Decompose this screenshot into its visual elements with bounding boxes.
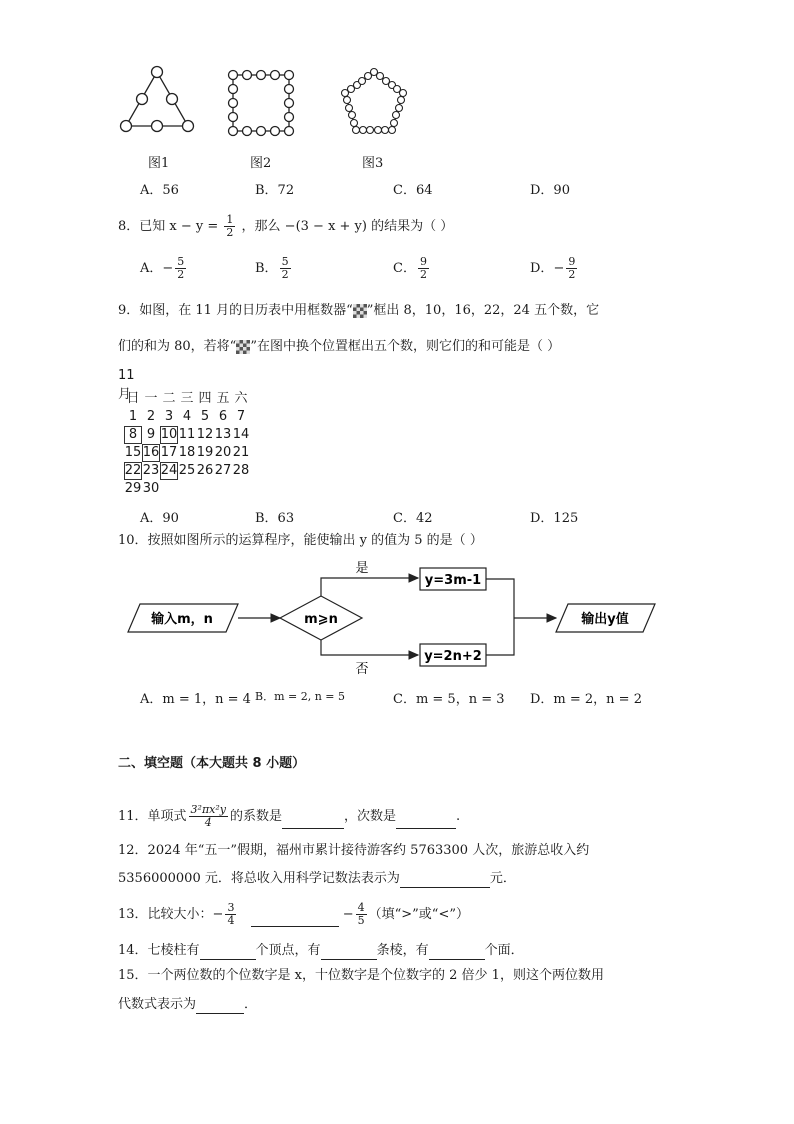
q8-b-num: 5 (281, 255, 289, 268)
q13-frac-1 (225, 902, 236, 927)
q8-option-d (530, 256, 579, 281)
q8-d-num: 9 (568, 255, 576, 268)
calendar-day: 8 (124, 426, 142, 444)
calendar-day: 27 (214, 463, 232, 478)
q10-option-b: B．m = 2, n = 5 (255, 690, 346, 703)
q11-mono-num: 3²πx²y (190, 803, 227, 816)
q9-option-a: A．90 (140, 511, 179, 526)
section-2-heading: 二、填空题（本大题共 8 小题） (118, 756, 306, 771)
q8-d-den: 2 (568, 268, 576, 281)
q13 (118, 902, 469, 927)
q11-coeff-text: 的系数是 (230, 809, 283, 824)
q7-option-b: B．72 (255, 183, 295, 198)
calendar-day: 9 (146, 427, 156, 442)
q11 (118, 804, 460, 829)
q13-prefix: 13．比较大小：− (118, 907, 224, 922)
q11-degree-blank[interactable] (396, 814, 456, 829)
q10-option-a: A．m = 1，n = 4 (140, 692, 251, 707)
calendar-week (124, 426, 250, 444)
calendar-day: 11 (178, 427, 196, 442)
q13-f2-den: 5 (357, 914, 365, 927)
calendar-day: 21 (232, 445, 250, 460)
q14-vertices-blank[interactable] (200, 945, 256, 960)
q8-d-frac (566, 256, 577, 281)
q11-degree-text: ，次数是 (344, 809, 397, 824)
q11-end: . (456, 809, 461, 824)
q8-option-c (393, 256, 431, 281)
q8-option-b (255, 256, 293, 281)
calendar-day: 7 (236, 409, 246, 424)
calendar-day: 4 (182, 409, 192, 424)
q15-line-2 (118, 996, 257, 1014)
calendar-day: 20 (214, 445, 232, 460)
calendar-day: 16 (142, 445, 160, 460)
q14-edges-blank[interactable] (321, 945, 377, 960)
q7-option-a: A．56 (140, 183, 179, 198)
square-figure (229, 71, 294, 136)
q13-f2-sign: − (342, 907, 354, 922)
q13-hint: （填“>”或“<”） (368, 907, 469, 922)
checker-frame-icon (353, 304, 367, 318)
q8-b-den: 2 (281, 268, 289, 281)
q13-f1-num: 3 (227, 901, 235, 914)
q7-option-d: D．90 (530, 183, 570, 198)
calendar-day: 19 (196, 445, 214, 460)
q9-line-2 (118, 338, 560, 356)
input-label: 输入m，n (151, 612, 213, 627)
q11-prefix: 11．单项式 (118, 809, 187, 824)
calendar-day: 3 (164, 409, 174, 424)
q8-c-frac (418, 256, 429, 281)
q9-line-1 (118, 302, 599, 320)
calendar-weekday: 三 (180, 391, 194, 406)
q8-b-frac (280, 256, 291, 281)
q12-line2a: 5356000000 元．将总收入用科学记数法表示为 (118, 871, 400, 886)
q15-line2a: 代数式表示为 (118, 997, 197, 1012)
q13-f2-num: 4 (357, 901, 365, 914)
q14-faces-blank[interactable] (429, 945, 485, 960)
calendar-day: 10 (160, 427, 178, 442)
q8-prefix: 8．已知 x − y = (118, 219, 219, 234)
q14-b: 个顶点，有 (255, 943, 321, 958)
q10-option-c: C．m = 5，n = 3 (393, 692, 505, 707)
q11-monomial (189, 804, 228, 829)
calendar-day: 23 (142, 463, 160, 478)
calendar-day: 29 (124, 481, 142, 496)
q15-line2b: ． (244, 997, 258, 1012)
calendar-day: 13 (214, 427, 232, 442)
q9-line2a: 们的和为 80，若将“ (118, 339, 237, 354)
calendar-day: 30 (142, 481, 160, 496)
q8-mid: ，那么 −(3 − x + y) 的结果为（ ） (241, 219, 454, 234)
q8-fraction (224, 214, 235, 239)
q8-d-label: D． (530, 261, 554, 276)
q14 (118, 942, 524, 960)
q8-a-sign: − (162, 261, 174, 276)
q15-answer-blank[interactable] (196, 999, 244, 1014)
q9-option-b: B．63 (255, 511, 295, 526)
q8-c-num: 9 (419, 255, 427, 268)
q12-line2b: 元． (489, 871, 516, 886)
calendar-week (124, 444, 250, 462)
calendar-day: 14 (232, 427, 250, 442)
q9-line1a: 9．如图，在 11 月的日历表中用框数器“ (118, 303, 353, 318)
q11-coefficient-blank[interactable] (282, 814, 344, 829)
calendar-day: 17 (160, 445, 178, 460)
q11-mono-den: 4 (204, 816, 212, 829)
figure-caption-1: 图1 (148, 156, 170, 171)
q9-option-d: D．125 (530, 511, 579, 526)
q14-a: 14．七棱柱有 (118, 943, 200, 958)
q10-stem: 10．按照如图所示的运算程序，能使输出 y 的值为 5 的是（ ） (118, 533, 483, 548)
calendar-title: 11月 (118, 368, 135, 402)
calendar-weekday: 六 (234, 391, 248, 406)
q8-c-label: C． (393, 261, 416, 276)
q9-option-c: C．42 (393, 511, 433, 526)
calendar-weekday: 四 (198, 391, 212, 406)
q8-d-sign: − (553, 261, 565, 276)
triangle-figure (121, 67, 194, 132)
q8-a-frac (175, 256, 186, 281)
q8-a-label: A． (140, 261, 163, 276)
no-formula: y=2n+2 (424, 649, 482, 664)
q14-c: 条棱，有 (376, 943, 429, 958)
q8-frac-den: 2 (226, 226, 234, 239)
calendar-day: 25 (178, 463, 196, 478)
yes-formula: y=3m-1 (424, 573, 482, 588)
q8-frac-num: 1 (226, 213, 234, 226)
calendar-weekday: 二 (162, 391, 176, 406)
q15-line-1: 15．一个两位数的个位数字是 x，十位数字是个位数字的 2 倍少 1，则这个两位数用 (118, 968, 604, 983)
q8-a-num: 5 (177, 255, 185, 268)
no-label: 否 (355, 662, 369, 676)
calendar-weekdays (124, 390, 250, 408)
q14-d: 个面． (484, 943, 524, 958)
q12-answer-blank[interactable] (400, 873, 490, 888)
q13-answer-blank[interactable] (251, 912, 339, 927)
q12-line-1: 12．2024 年“五一”假期，福州市累计接待游客约 5763300 人次，旅游总收入约 (118, 843, 590, 858)
calendar-day: 2 (146, 409, 156, 424)
q8-stem (118, 214, 453, 239)
q8-c-den: 2 (419, 268, 427, 281)
calendar-weekday: 五 (216, 391, 230, 406)
q8-b-label: B． (255, 261, 278, 276)
calendar-week (124, 408, 250, 426)
q9-line2b: ”在图中换个位置框出五个数，则它们的和可能是（ ） (250, 339, 561, 354)
q10-option-d: D．m = 2，n = 2 (530, 692, 642, 707)
calendar-day: 24 (160, 463, 178, 478)
figure-caption-2: 图2 (250, 156, 272, 171)
checker-frame-icon (236, 340, 250, 354)
q9-line1b: ”框出 8，10，16，22，24 五个数，它 (366, 303, 600, 318)
pentagon-figure (342, 69, 407, 134)
calendar-day: 22 (124, 463, 142, 478)
calendar-day: 18 (178, 445, 196, 460)
calendar-day: 6 (218, 409, 228, 424)
calendar-day: 5 (200, 409, 210, 424)
calendar-day: 28 (232, 463, 250, 478)
calendar-day: 1 (128, 409, 138, 424)
q12-line-2 (118, 870, 516, 888)
calendar-week (124, 480, 160, 498)
calendar-day: 12 (196, 427, 214, 442)
q8-a-den: 2 (177, 268, 185, 281)
q13-f1-den: 4 (227, 914, 235, 927)
calendar-week (124, 462, 250, 480)
q8-option-a (140, 256, 188, 281)
figure-caption-3: 图3 (362, 156, 384, 171)
calendar-day: 15 (124, 445, 142, 460)
output-label: 输出y值 (581, 612, 629, 627)
flowchart (120, 556, 665, 676)
calendar-weekday: 日 (126, 391, 140, 406)
q7-option-c: C．64 (393, 183, 433, 198)
condition-label: m⩾n (304, 612, 338, 627)
calendar-weekday: 一 (144, 391, 158, 406)
yes-label: 是 (355, 561, 369, 576)
dot-figures (112, 62, 422, 142)
calendar-day: 26 (196, 463, 214, 478)
q13-frac-2 (356, 902, 367, 927)
